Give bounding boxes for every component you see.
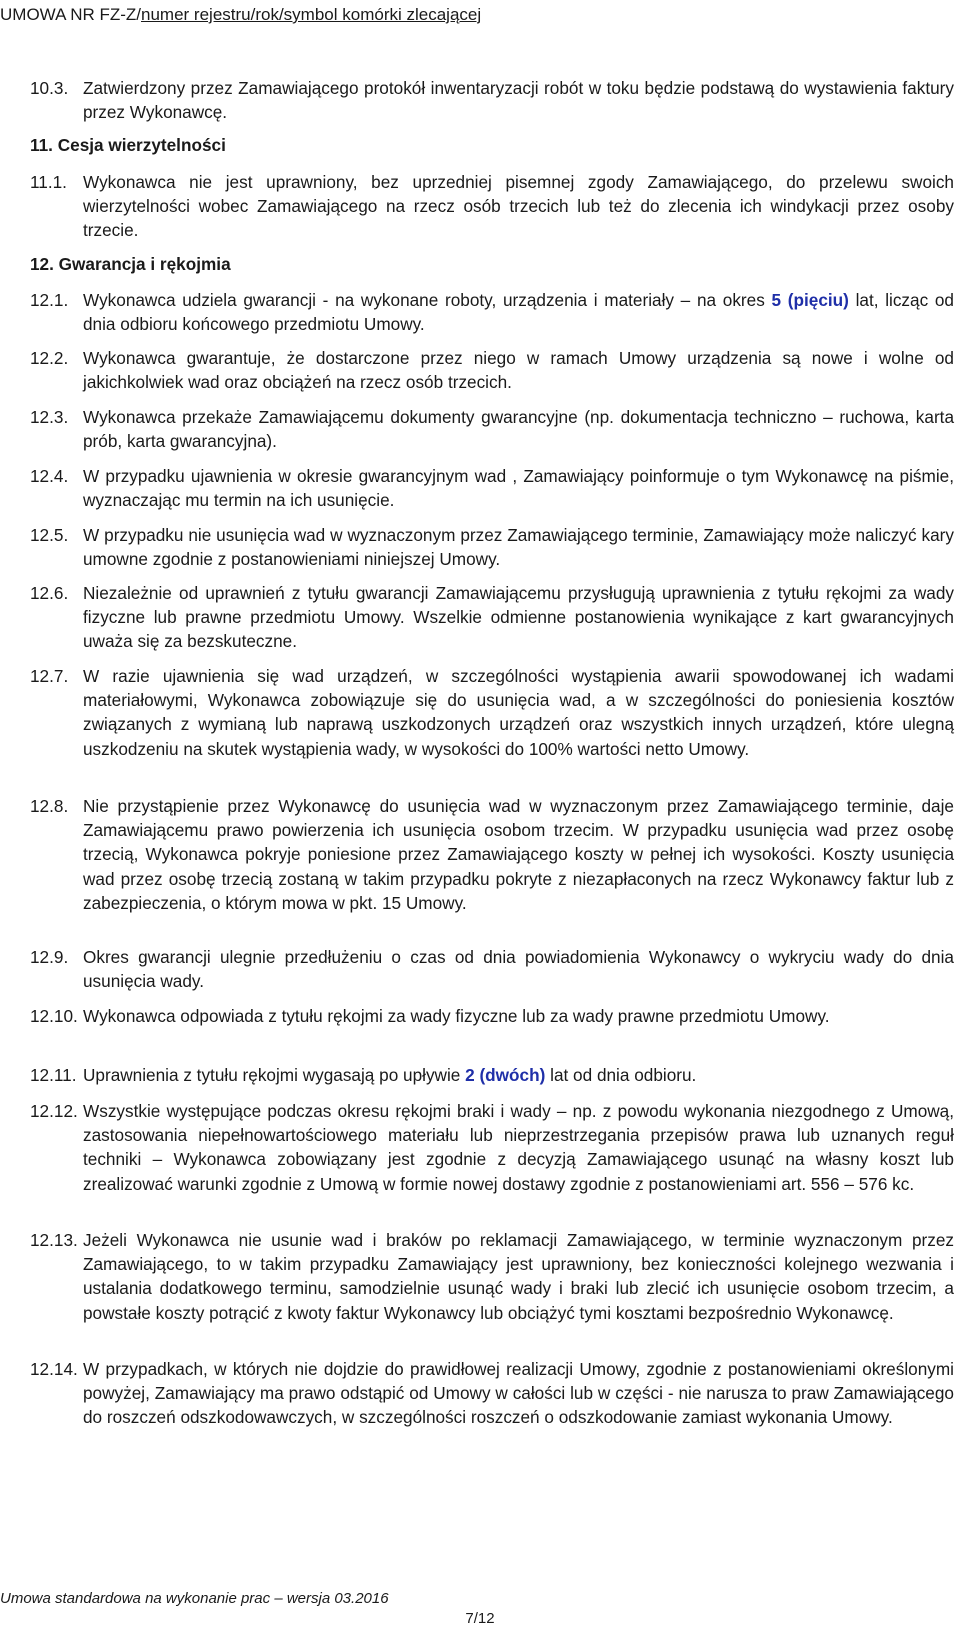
paragraph-text: Wykonawca nie jest uprawniony, bez uprzedniej pisemnej zgody Zamawiającego, do przelewu swoich wierzytelności wobec Zamawiającego na rzecz osób trzecich lub też do zlecenia ich windykacji przez osoby trzecie. bbox=[83, 172, 954, 241]
paragraph-number: 12.9. bbox=[30, 947, 69, 967]
warranty-period-highlight: 5 (pięciu) bbox=[771, 290, 849, 310]
contract-number-prefix: UMOWA NR FZ-Z/ bbox=[0, 5, 142, 24]
paragraph-number: 12.1. bbox=[30, 290, 69, 310]
paragraph-12-4 bbox=[30, 464, 954, 512]
contract-number-placeholder: numer rejestru/rok/symbol komórki zlecającej bbox=[141, 5, 482, 24]
text-part: Uprawnienia z tytułu rękojmi wygasają po upływie bbox=[83, 1065, 466, 1085]
paragraph-number: 12.8. bbox=[30, 796, 69, 816]
document-header bbox=[0, 4, 481, 26]
paragraph-12-14 bbox=[30, 1357, 954, 1430]
paragraph-12-12 bbox=[30, 1099, 954, 1196]
paragraph-number: 12.7. bbox=[30, 666, 69, 686]
paragraph-text: Niezależnie od uprawnień z tytułu gwarancji Zamawiającemu przysługują uprawnienia z tytułu rękojmi za wady fizyczne lub prawne przedmiotu Umowy. Wszelkie odmienne postanowienia wynikające z kart gwarancyjnych uważa się za bezskuteczne. bbox=[83, 583, 954, 652]
paragraph-text: Zatwierdzony przez Zamawiającego protokół inwentaryzacji robót w toku będzie podstawą do wystawienia faktury przez Wykonawcę. bbox=[83, 78, 954, 123]
section-heading-12: 12. Gwarancja i rękojmia bbox=[30, 254, 231, 274]
paragraph-12-10 bbox=[30, 1004, 954, 1028]
paragraph-12-1 bbox=[30, 288, 954, 336]
paragraph-12-13 bbox=[30, 1228, 954, 1325]
paragraph-text: W przypadku nie usunięcia wad w wyznaczonym przez Zamawiającego terminie, Zamawiający może naliczyć kary umowne zgodnie z postanowieniami niniejszej Umowy. bbox=[83, 525, 954, 570]
paragraph-12-11 bbox=[30, 1063, 954, 1087]
footer-document-version: Umowa standardowa na wykonanie prac – wersja 03.2016 bbox=[0, 1590, 389, 1607]
paragraph-number: 12.3. bbox=[30, 407, 69, 427]
paragraph-12-9 bbox=[30, 945, 954, 993]
paragraph-text: Wykonawca gwarantuje, że dostarczone przez niego w ramach Umowy urządzenia są nowe i wolne od jakichkolwiek wad oraz obciążeń na rzecz osób trzecich. bbox=[83, 348, 954, 393]
paragraph-text: W przypadku ujawnienia w okresie gwarancyjnym wad , Zamawiający poinformuje o tym Wykonawcę na piśmie, wyznaczając mu termin na ich usunięcie. bbox=[83, 466, 954, 511]
paragraph-number: 11.1. bbox=[30, 172, 67, 192]
paragraph-12-8 bbox=[30, 794, 954, 915]
paragraph-12-5 bbox=[30, 523, 954, 571]
paragraph-text: Wykonawca odpowiada z tytułu rękojmi za wady fizyczne lub za wady prawne przedmiotu Umowy. bbox=[83, 1006, 830, 1026]
text-part: Wykonawca udziela gwarancji - na wykonane roboty, urządzenia i materiały – na okres bbox=[83, 290, 772, 310]
paragraph-number: 12.13. bbox=[30, 1230, 78, 1250]
paragraph-number: 12.5. bbox=[30, 525, 69, 545]
paragraph-text: Nie przystąpienie przez Wykonawcę do usunięcia wad w wyznaczonym przez Zamawiającego terminie, daje Zamawiającemu prawo powierzenia ich usunięcia osobom trzecim. W przypadku usunięcia wad przez osobę trzecią, Wykonawca pokryje poniesione przez Zamawiającego koszty w pełnej ich wysokości. Koszty usunięcia wad przez osobę trzecią zostaną w takim przypadku pokryte z niezapłaconych na rzecz Wykonawcy faktur lub z zabezpieczenia, o którym mowa w pkt. 15 Umowy. bbox=[83, 796, 954, 913]
paragraph-text: W razie ujawnienia się wad urządzeń, w szczególności wystąpienia awarii spowodowanej ich wadami materiałowymi, Wykonawca zobowiązuje się do usunięcia wad, a w szczególności do poniesienia kosztów związanych z wymianą lub naprawą uszkodzonych urządzeń oraz wszystkich innych urządzeń, które ulegną uszkodzeniu na skutek wystąpienia wady, w wysokości do 100% wartości netto Umowy. bbox=[83, 666, 954, 759]
paragraph-number: 12.11. bbox=[30, 1065, 77, 1085]
paragraph-12-3 bbox=[30, 405, 954, 453]
section-heading-11: 11. Cesja wierzytelności bbox=[30, 135, 226, 155]
paragraph-number: 12.10. bbox=[30, 1006, 78, 1026]
paragraph-number: 12.14. bbox=[30, 1359, 78, 1379]
paragraph-text bbox=[83, 1063, 954, 1087]
paragraph-12-6 bbox=[30, 581, 954, 654]
paragraph-text: W przypadkach, w których nie dojdzie do prawidłowej realizacji Umowy, zgodnie z postanowieniami określonymi powyżej, Zamawiający ma prawo odstąpić od Umowy w całości lub w części - nie narusza to praw Zamawiającego do roszczeń odszkodowawczych, w szczególności roszczeń o odszkodowanie zamiast wykonania Umowy. bbox=[83, 1359, 954, 1428]
paragraph-text: Wykonawca przekaże Zamawiającemu dokumenty gwarancyjne (np. dokumentacja techniczno – ruchowa, karta prób, karta gwarancyjna). bbox=[83, 407, 954, 452]
paragraph-11-1 bbox=[30, 170, 954, 243]
paragraph-text: Jeżeli Wykonawca nie usunie wad i braków po reklamacji Zamawiającego, w terminie wyznaczonym przez Zamawiającego, to w takim przypadku Zamawiający jest uprawniony, bez konieczności kolejnego wezwania i ustalania dodatkowego terminu, samodzielnie usunąć wady i braki lub zlecić ich usunięcie osobom trzecim, a powstałe koszty potrącić z kwoty faktur Wykonawcy lub obciążyć tymi kosztami bezpośrednio Wykonawcę. bbox=[83, 1230, 954, 1323]
page-number: 7/12 bbox=[465, 1610, 495, 1627]
paragraph-text: Okres gwarancji ulegnie przedłużeniu o czas od dnia powiadomienia Wykonawcy o wykryciu wady do dnia usunięcia wady. bbox=[83, 947, 954, 992]
paragraph-number: 12.4. bbox=[30, 466, 69, 486]
paragraph-12-2 bbox=[30, 346, 954, 394]
paragraph-text: Wszystkie występujące podczas okresu rękojmi braki i wady – np. z powodu wykonania niezgodnego z Umową, zastosowania niepełnowartościowego materiału lub nieprzestrzegania przepisów prawa lub uznanych reguł techniki – Wykonawca zobowiązany jest zgodnie z decyzją Zamawiającego usunąć na własny koszt lub zrealizować warunki zgodnie z Umową w formie nowej dostawy zgodnie z postanowieniami art. 556 – 576 kc. bbox=[83, 1101, 954, 1194]
text-part: lat, licząc od dnia odbioru końcowego przedmiotu Umowy. bbox=[83, 290, 954, 335]
paragraph-number: 10.3. bbox=[30, 78, 69, 98]
paragraph-number: 12.12. bbox=[30, 1101, 78, 1121]
paragraph-10-3 bbox=[30, 76, 954, 124]
text-part: lat od dnia odbioru. bbox=[545, 1065, 697, 1085]
paragraph-text bbox=[83, 288, 954, 336]
paragraph-12-7 bbox=[30, 664, 954, 761]
paragraph-number: 12.2. bbox=[30, 348, 69, 368]
paragraph-number: 12.6. bbox=[30, 583, 69, 603]
warranty-period-highlight: 2 (dwóch) bbox=[465, 1065, 546, 1085]
